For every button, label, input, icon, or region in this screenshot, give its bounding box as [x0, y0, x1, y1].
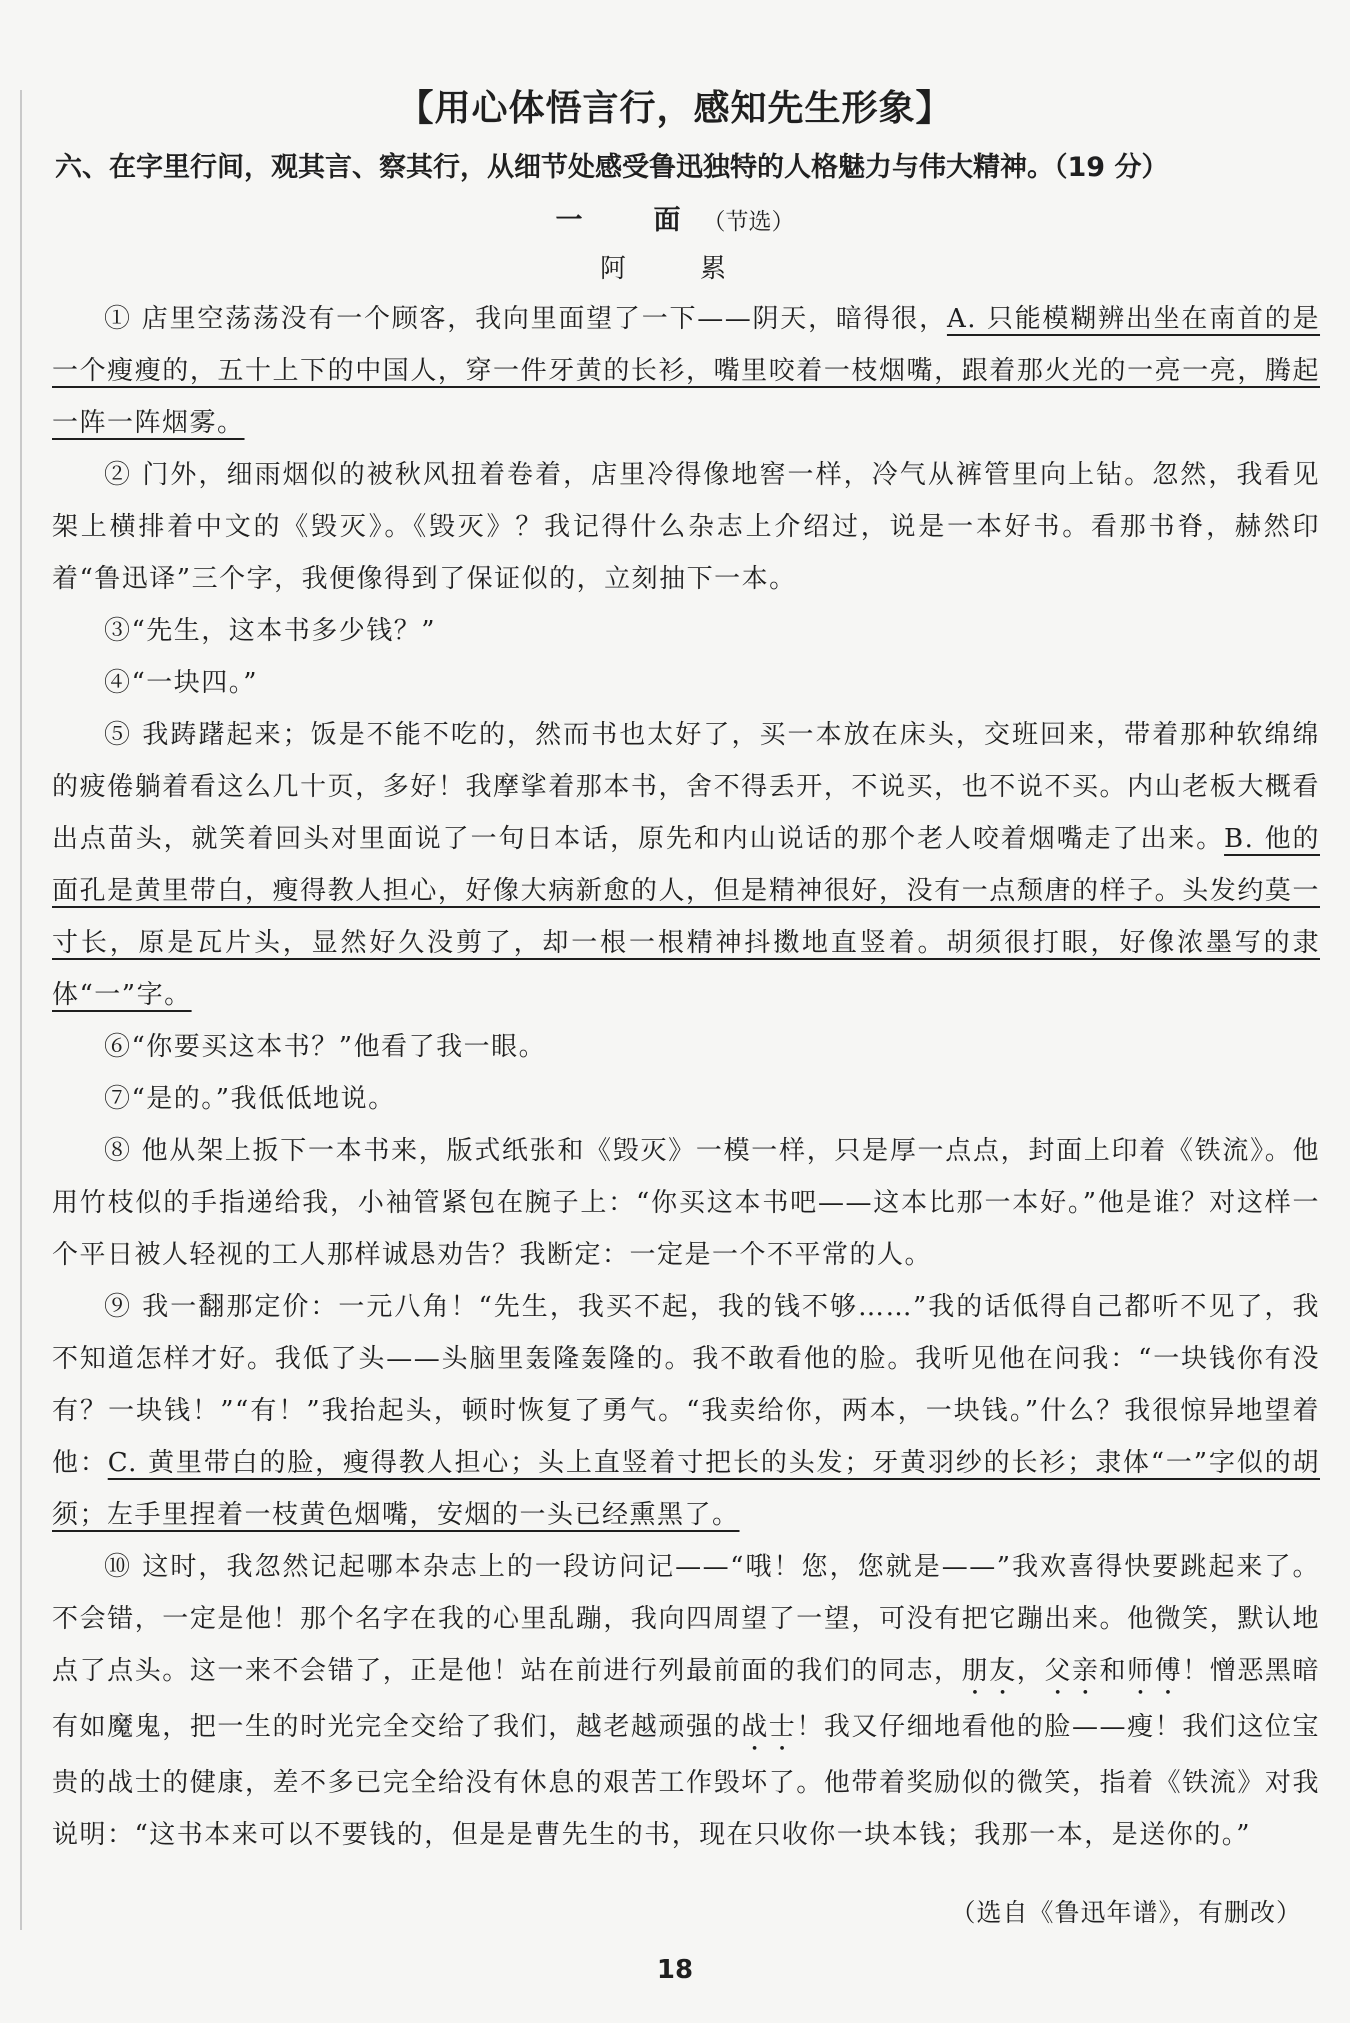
paragraph-1: [52, 293, 1320, 449]
paragraph-5: [52, 709, 1320, 1021]
underlined-sentence-c: C. 黄里带白的脸，瘦得教人担心；头上直竖着寸把长的头发；牙黄羽纱的长衫；隶体“一”字似的胡须；左手里捏着一枝黄色烟嘴，安烟的一头已经熏黑了。: [52, 1448, 1320, 1530]
question-prompt: 六、在字里行间，观其言、察其行，从细节处感受鲁迅独特的人格魅力与伟大精神。（19 分）: [55, 152, 1169, 183]
article-body: [52, 293, 1320, 1861]
paragraph-4: ④“一块四。”: [104, 668, 259, 698]
underlined-sentence-b: B. 他的面孔是黄里带白，瘦得教人担心，好像大病新愈的人，但是精神很好，没有一点颓唐的样子。头发约莫一寸长，原是瓦片头，显然好久没剪了，却一根一根精神抖擞地直竖着。胡须很打眼，好像浓墨写的隶体“一”字。: [52, 824, 1320, 1010]
paragraph-7: ⑦“是的。”我低低地说。: [104, 1084, 396, 1114]
section-title: 【用心体悟言行，感知先生形象】: [397, 88, 953, 129]
dotted-word-warrior: 战士: [741, 1712, 797, 1742]
paragraph-3: ③“先生，这本书多少钱？”: [104, 616, 437, 646]
paragraph-6: ⑥“你要买这本书？”他看了我一眼。: [104, 1032, 547, 1062]
source-citation: （选自《鲁迅年谱》，有删改）: [950, 1898, 1302, 1927]
article-title-main: 一 面: [555, 205, 703, 236]
paragraph-10-text-5: ！我又仔细地看他的脸——瘦！我们这位宝贵的战士的健康，差不多已完全给没有休息的艰苦工作毁坏了。他带着奖励似的微笑，指着《铁流》对我说明：“这书本来可以不要钱的，但是是曹先生的书，现在只收你一块本钱；我那一本，是送你的。”: [52, 1712, 1320, 1850]
dotted-word-friend: 朋友: [961, 1656, 1017, 1686]
paragraph-5-text: ⑤ 我踌躇起来；饭是不能不吃的，然而书也太好了，买一本放在床头，交班回来，带着那种软绵绵的疲倦躺着看这么几十页，多好！我摩挲着那本书，舍不得丢开，不说买，也不说不买。内山老板大概看出点苗头，就笑着回头对里面说了一句日本话，原先和内山说话的那个老人咬着烟嘴走了出来。: [52, 720, 1320, 854]
underlined-sentence-a: A. 只能模糊辨出坐在南首的是一个瘦瘦的，五十上下的中国人，穿一件牙黄的长衫，嘴里咬着一枝烟嘴，跟着那火光的一亮一亮，腾起一阵一阵烟雾。: [52, 304, 1321, 438]
paragraph-9-text: ⑨ 我一翻那定价：一元八角！“先生，我买不起，我的钱不够……”我的话低得自己都听不见了，我不知道怎样才好。我低了头——头脑里轰隆轰隆的。我不敢看他的脸。我听见他在问我：“一块钱你有没有？一块钱！”“有！”我抬起头，顿时恢复了勇气。“我卖给你，两本，一块钱。”什么？我很惊异地望着他：: [52, 1292, 1320, 1478]
page-number: 18: [656, 1955, 694, 1985]
paragraph-9: [52, 1281, 1320, 1541]
left-margin-line: [20, 90, 22, 1930]
paragraph-1-text: ① 店里空荡荡没有一个顾客，我向里面望了一下——阴天，暗得很，: [104, 304, 947, 334]
article-title-note: （节选）: [702, 209, 795, 235]
dotted-word-father: 父亲: [1044, 1656, 1100, 1686]
paragraph-10: [52, 1541, 1320, 1861]
article-title: [0, 198, 1350, 237]
paragraph-10-text-3: 和: [1099, 1656, 1128, 1686]
paragraph-10-text-4: ！憎恶黑暗有如魔鬼，把一生的时光完全交给了我们，越老越顽强的: [52, 1656, 1320, 1742]
paragraph-2: ② 门外，细雨烟似的被秋风扭着卷着，店里冷得像地窖一样，冷气从裤管里向上钻。忽然，我看见架上横排着中文的《毁灭》。《毁灭》？我记得什么杂志上介绍过，说是一本好书。看那书脊，赫然印着“鲁迅译”三个字，我便像得到了保证似的，立刻抽下一本。: [52, 460, 1320, 594]
paragraph-8: ⑧ 他从架上扳下一本书来，版式纸张和《毁灭》一模一样，只是厚一点点，封面上印着《铁流》。他用竹枝似的手指递给我，小袖管紧包在腕子上：“你买这本书吧——这本比那一本好。”他是谁？对这样一个平日被人轻视的工人那样诚恳劝告？我断定：一定是一个不平常的人。: [52, 1136, 1320, 1270]
paragraph-10-text-2: ，: [1016, 1656, 1045, 1686]
dotted-word-master: 师傅: [1127, 1656, 1183, 1686]
paragraph-10-text-1: ⑩ 这时，我忽然记起哪本杂志上的一段访问记——“哦！您，您就是——”我欢喜得快要跳起来了。不会错，一定是他！那个名字在我的心里乱蹦，我向四周望了一望，可没有把它蹦出来。他微笑，默认地点了点头。这一来不会错了，正是他！站在前进行列最前面的我们的同志，: [52, 1552, 1320, 1686]
article-author: 阿 累: [599, 254, 750, 284]
